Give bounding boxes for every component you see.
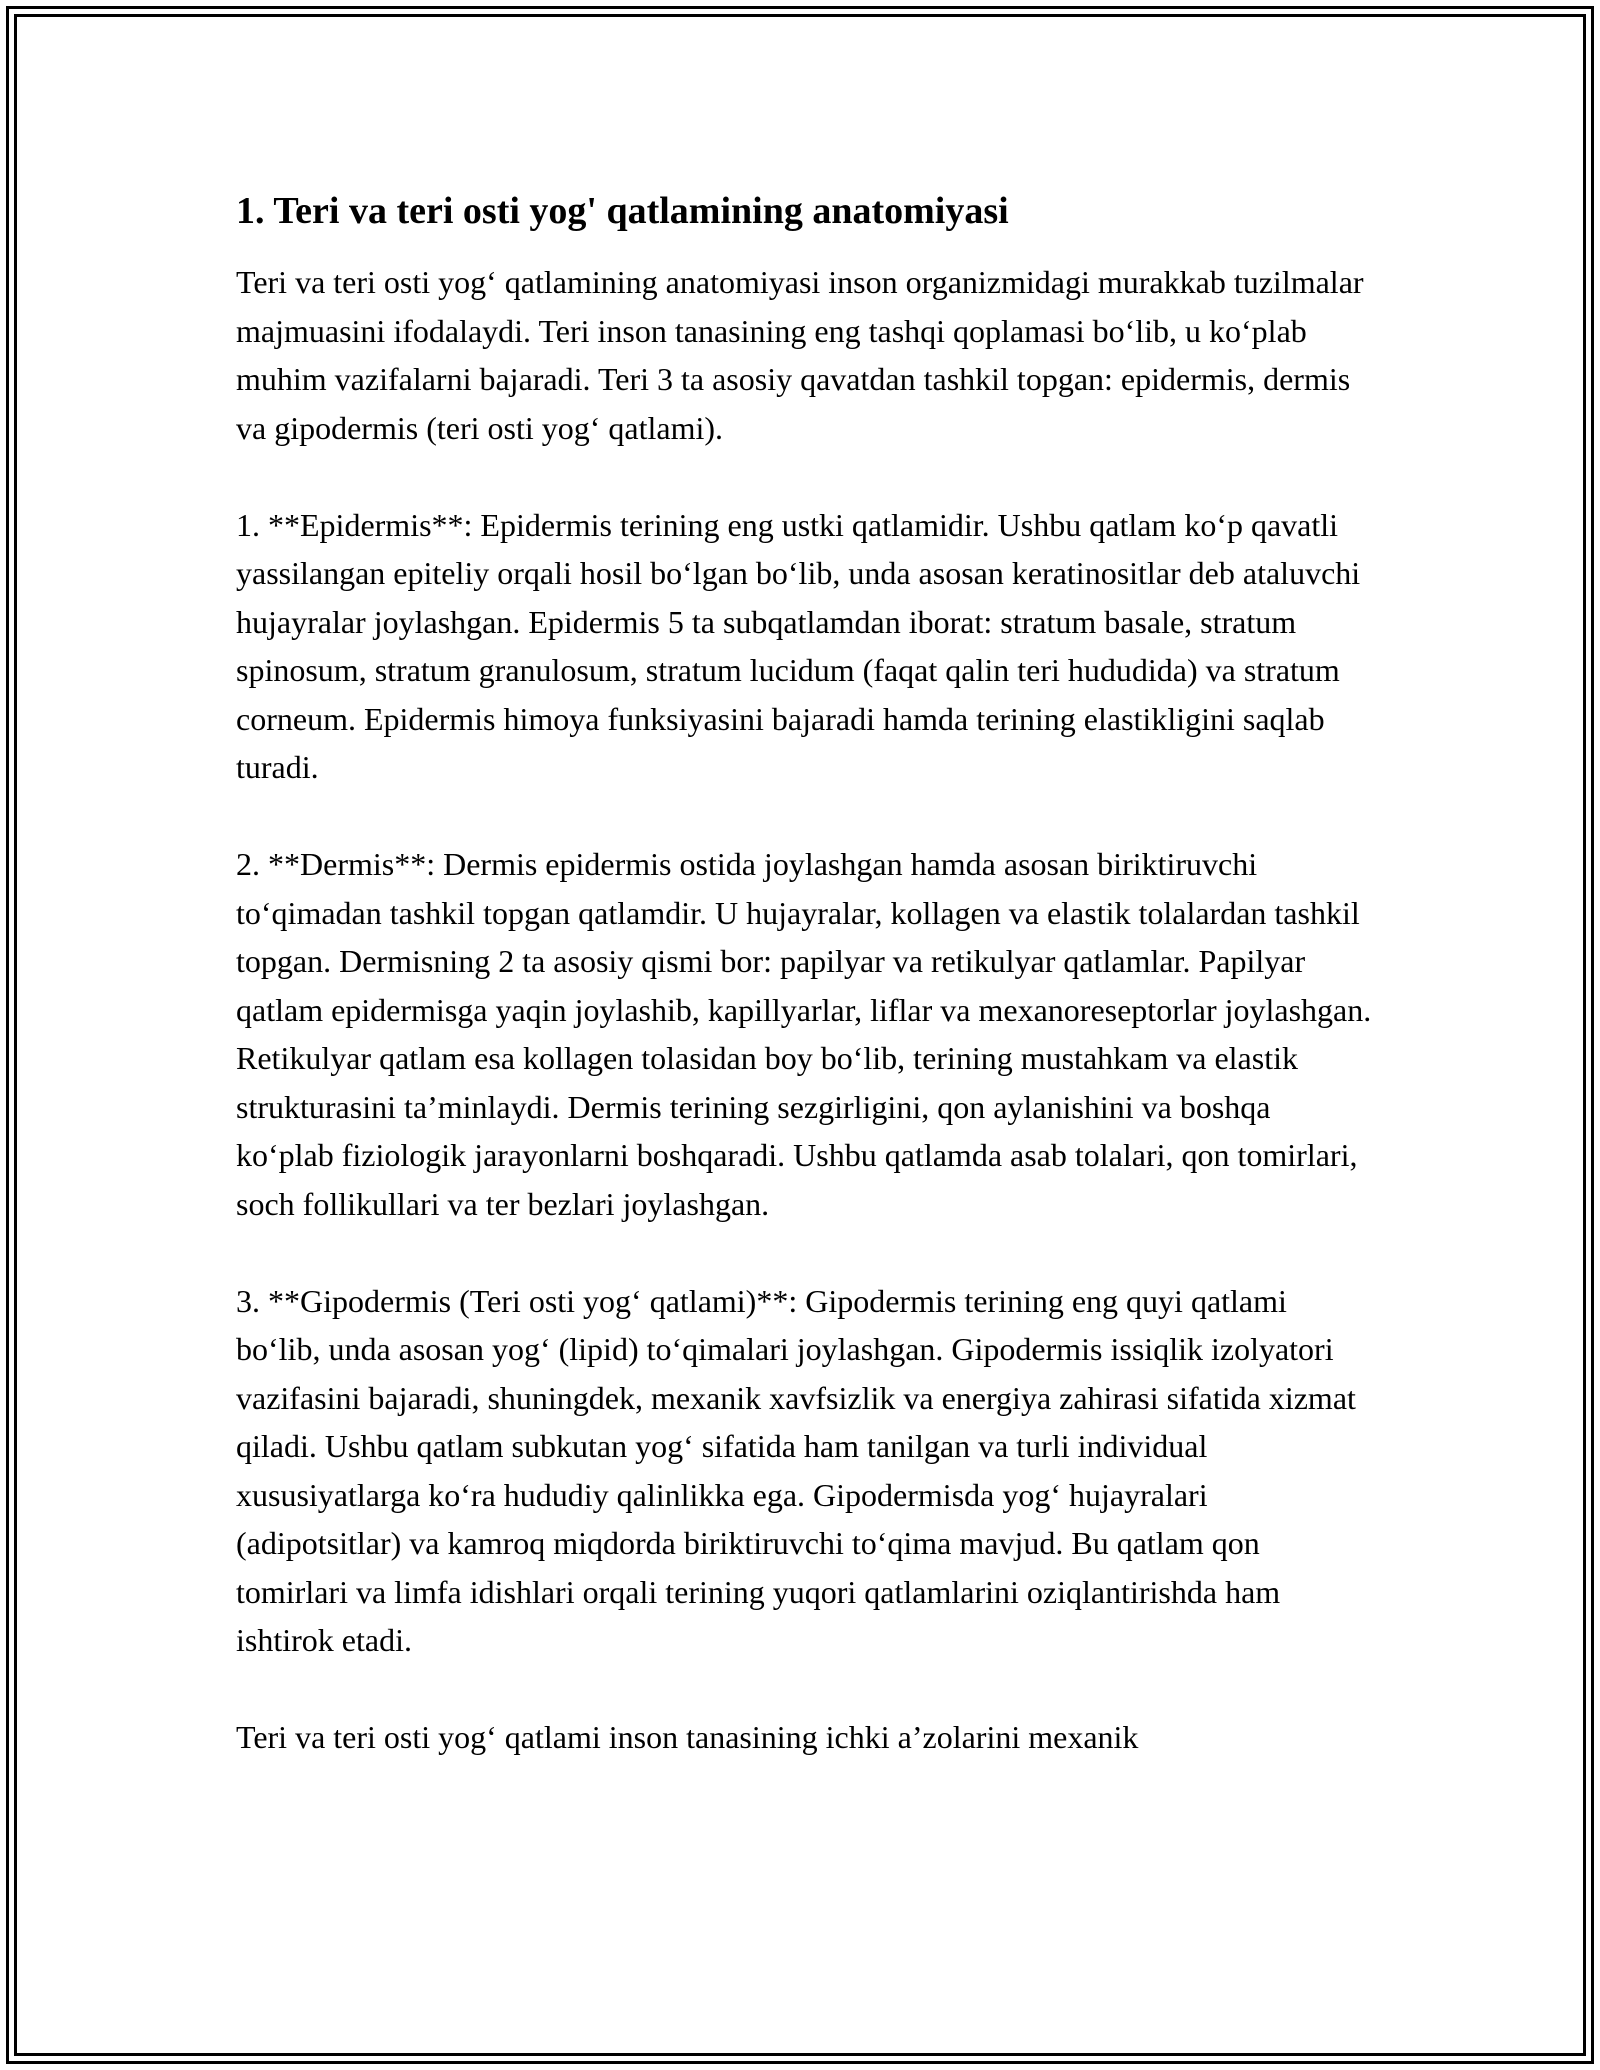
dermis-paragraph: 2. **Dermis**: Dermis epidermis ostida joylashgan hamda asosan biriktiruvchi to‘qimadan tashkil topgan qatlamdir. U hujayralar, kollagen va elastik tolalardan tashkil topgan. Dermisning 2 ta asosiy qismi bor: papilyar va retikulyar qatlamlar. Papilyar qatlam epidermisga yaqin joylashib, kapillyarlar, liflar va mexanoreseptorlar joylashgan. Retikulyar qatlam esa kollagen tolasidan boy bo‘lib, terining mustahkam va elastik strukturasini ta’minlaydi. Dermis terining sezgirligini, qon aylanishini va boshqa ko‘plab fiziologik jarayonlarni boshqaradi. Ushbu qatlamda asab tolalari, qon tomirlari, soch follikullari va ter bezlari joylashgan. <box>236 846 1372 1222</box>
document-body <box>236 186 1376 1762</box>
document-title: 1. Teri va teri osti yog' qatlamining anatomiyasi <box>236 190 1009 232</box>
epidermis-paragraph: 1. **Epidermis**: Epidermis terining eng ustki qatlamidir. Ushbu qatlam ko‘p qavatli yassilangan epiteliy orqali hosil bo‘lgan bo‘lib, unda asosan keratinositlar deb ataluvchi hujayralar joylashgan. Epidermis 5 ta subqatlamdan iborat: stratum basale, stratum spinosum, stratum granulosum, stratum lucidum (faqat qalin teri hududida) va stratum corneum. Epidermis himoya funksiyasini bajaradi hamda terining elastikligini saqlab turadi. <box>236 506 1361 785</box>
closing-paragraph: Teri va teri osti yog‘ qatlami inson tanasining ichki a’zolarini mexanik <box>236 1719 1139 1755</box>
gipodermis-paragraph: 3. **Gipodermis (Teri osti yog‘ qatlami)**: Gipodermis terining eng quyi qatlami bo‘lib, unda asosan yog‘ (lipid) to‘qimalari joylashgan. Gipodermis issiqlik izolyatori vazifasini bajaradi, shuningdek, mexanik xavfsizlik va energiya zahirasi sifatida xizmat qiladi. Ushbu qatlam subkutan yog‘ sifatida ham tanilgan va turli individual xususiyatlarga ko‘ra hududiy qalinlikka ega. Gipodermisda yog‘ hujayralari (adipotsitlar) va kamroq miqdorda biriktiruvchi to‘qima mavjud. Bu qatlam qon tomirlari va limfa idishlari orqali terining yuqori qatlamlarini oziqlantirishda ham ishtirok etadi. <box>236 1282 1356 1658</box>
intro-paragraph: Teri va teri osti yog‘ qatlamining anatomiyasi inson organizmidagi murakkab tuzilmalar majmuasini ifodalaydi. Teri inson tanasining eng tashqi qoplamasi bo‘lib, u ko‘plab muhim vazifalarni bajaradi. Teri 3 ta asosiy qavatdan tashkil topgan: epidermis, dermis va gipodermis (teri osti yog‘ qatlami). <box>236 264 1364 446</box>
